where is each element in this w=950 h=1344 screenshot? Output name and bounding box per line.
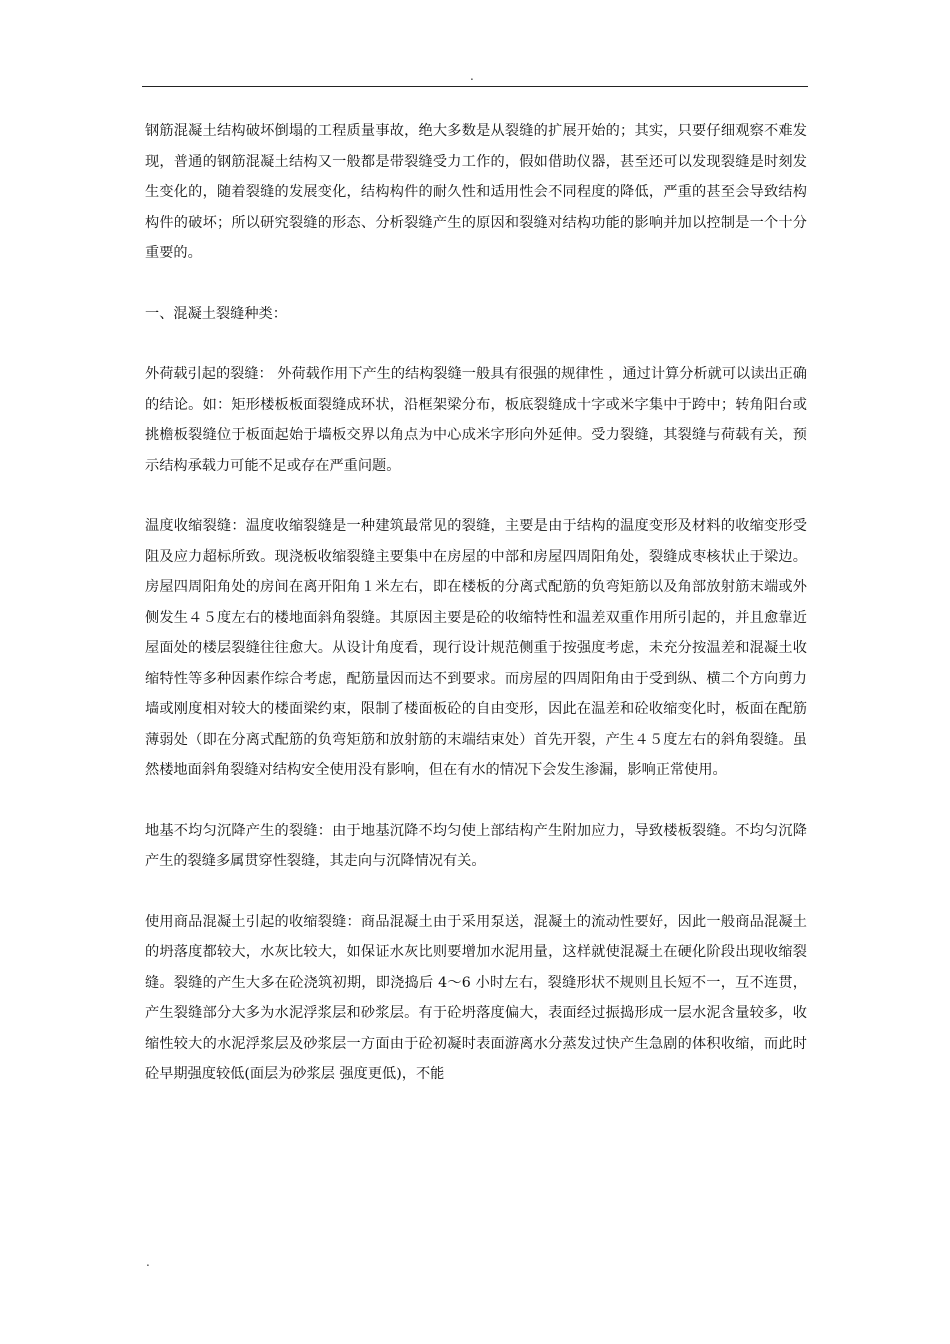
settlement-crack-paragraph: 地基不均匀沉降产生的裂缝：由于地基沉降不均匀使上部结构产生附加应力，导致楼板裂缝。不均匀沉降产生的裂缝多属贯穿性裂缝，其走向与沉降情况有关。 [145,822,807,869]
temperature-crack-paragraph: 温度收缩裂缝：温度收缩裂缝是一种建筑最常见的裂缝，主要是由于结构的温度变形及材料的收缩变形受阻及应力超标所致。现浇板收缩裂缝主要集中在房屋的中部和房屋四周阳角处，裂缝成枣核状止于梁边。房屋四周阳角处的房间在离开阳角１米左右，即在楼板的分离式配筋的负弯矩筋以及角部放射筋末端或外侧发生４５度左右的楼地面斜角裂缝。其原因主要是砼的收缩特性和温差双重作用所引起的，并且愈靠近屋面处的楼层裂缝往往愈大。从设计角度看，现行设计规范侧重于按强度考虑，未充分按温差和混凝土收缩特性等多种因素作综合考虑，配筋量因而达不到要求。而房屋的四周阳角由于受到纵、横二个方向剪力墙或刚度相对较大的楼面梁约束，限制了楼面板砼的自由变形，因此在温差和砼收缩变化时，板面在配筋薄弱处（即在分离式配筋的负弯矩筋和放射筋的末端结束处）首先开裂，产生４５度左右的斜角裂缝。虽然楼地面斜角裂缝对结构安全使用没有影响，但在有水的情况下会发生渗漏，影响正常使用。 [145,518,807,778]
load-crack-paragraph: 外荷载引起的裂缝： 外荷载作用下产生的结构裂缝一般具有很强的规律性 ，通过计算分析就可以读出正确的结论。如：矩形楼板板面裂缝成环状，沿框架梁分布，板底裂缝成十字或米字集中于跨中；转角阳台或挑檐板裂缝位于板面起始于墙板交界以角点为中心成米字形向外延伸。受力裂缝，其裂缝与荷载有关，预示结构承载力可能不足或存在严重问题。 [145,366,807,474]
document-body [145,116,807,1120]
section-heading: 一、混凝土裂缝种类： [145,305,287,322]
header-rule [142,86,808,87]
commercial-concrete-paragraph: 使用商品混凝土引起的收缩裂缝：商品混凝土由于采用泵送，混凝土的流动性要好，因此一般商品混凝土的坍落度都较大，水灰比较大，如保证水灰比则要增加水泥用量，这样就使混凝土在硬化阶段出现收缩裂缝。裂缝的产生大多在砼浇筑初期，即浇捣后 4～6 小时左右，裂缝形状不规则且长短不一，互不连贯，产生裂缝部分大多为水泥浮浆层和砂浆层。有于砼坍落度偏大，表面经过振捣形成一层水泥含量较多，收缩性较大的水泥浮浆层及砂浆层一方面由于砼初凝时表面游离水分蒸发过快产生急剧的体积收缩，而此时砼早期强度较低(面层为砂浆层 强度更低)，不能 [145,913,807,1082]
intro-paragraph: 钢筋混凝土结构破坏倒塌的工程质量事故，绝大多数是从裂缝的扩展开始的；其实，只要仔细观察不难发现，普通的钢筋混凝土结构又一般都是带裂缝受力工作的，假如借助仪器，甚至还可以发现裂缝是时刻发生变化的，随着裂缝的发展变化，结构构件的耐久性和适用性会不同程度的降低，严重的甚至会导致结构构件的破坏；所以研究裂缝的形态、分析裂缝产生的原因和裂缝对结构功能的影响并加以控制是一个十分重要的。 [145,123,807,261]
header-mark: . [470,69,474,83]
footer-mark: . [146,1255,150,1269]
